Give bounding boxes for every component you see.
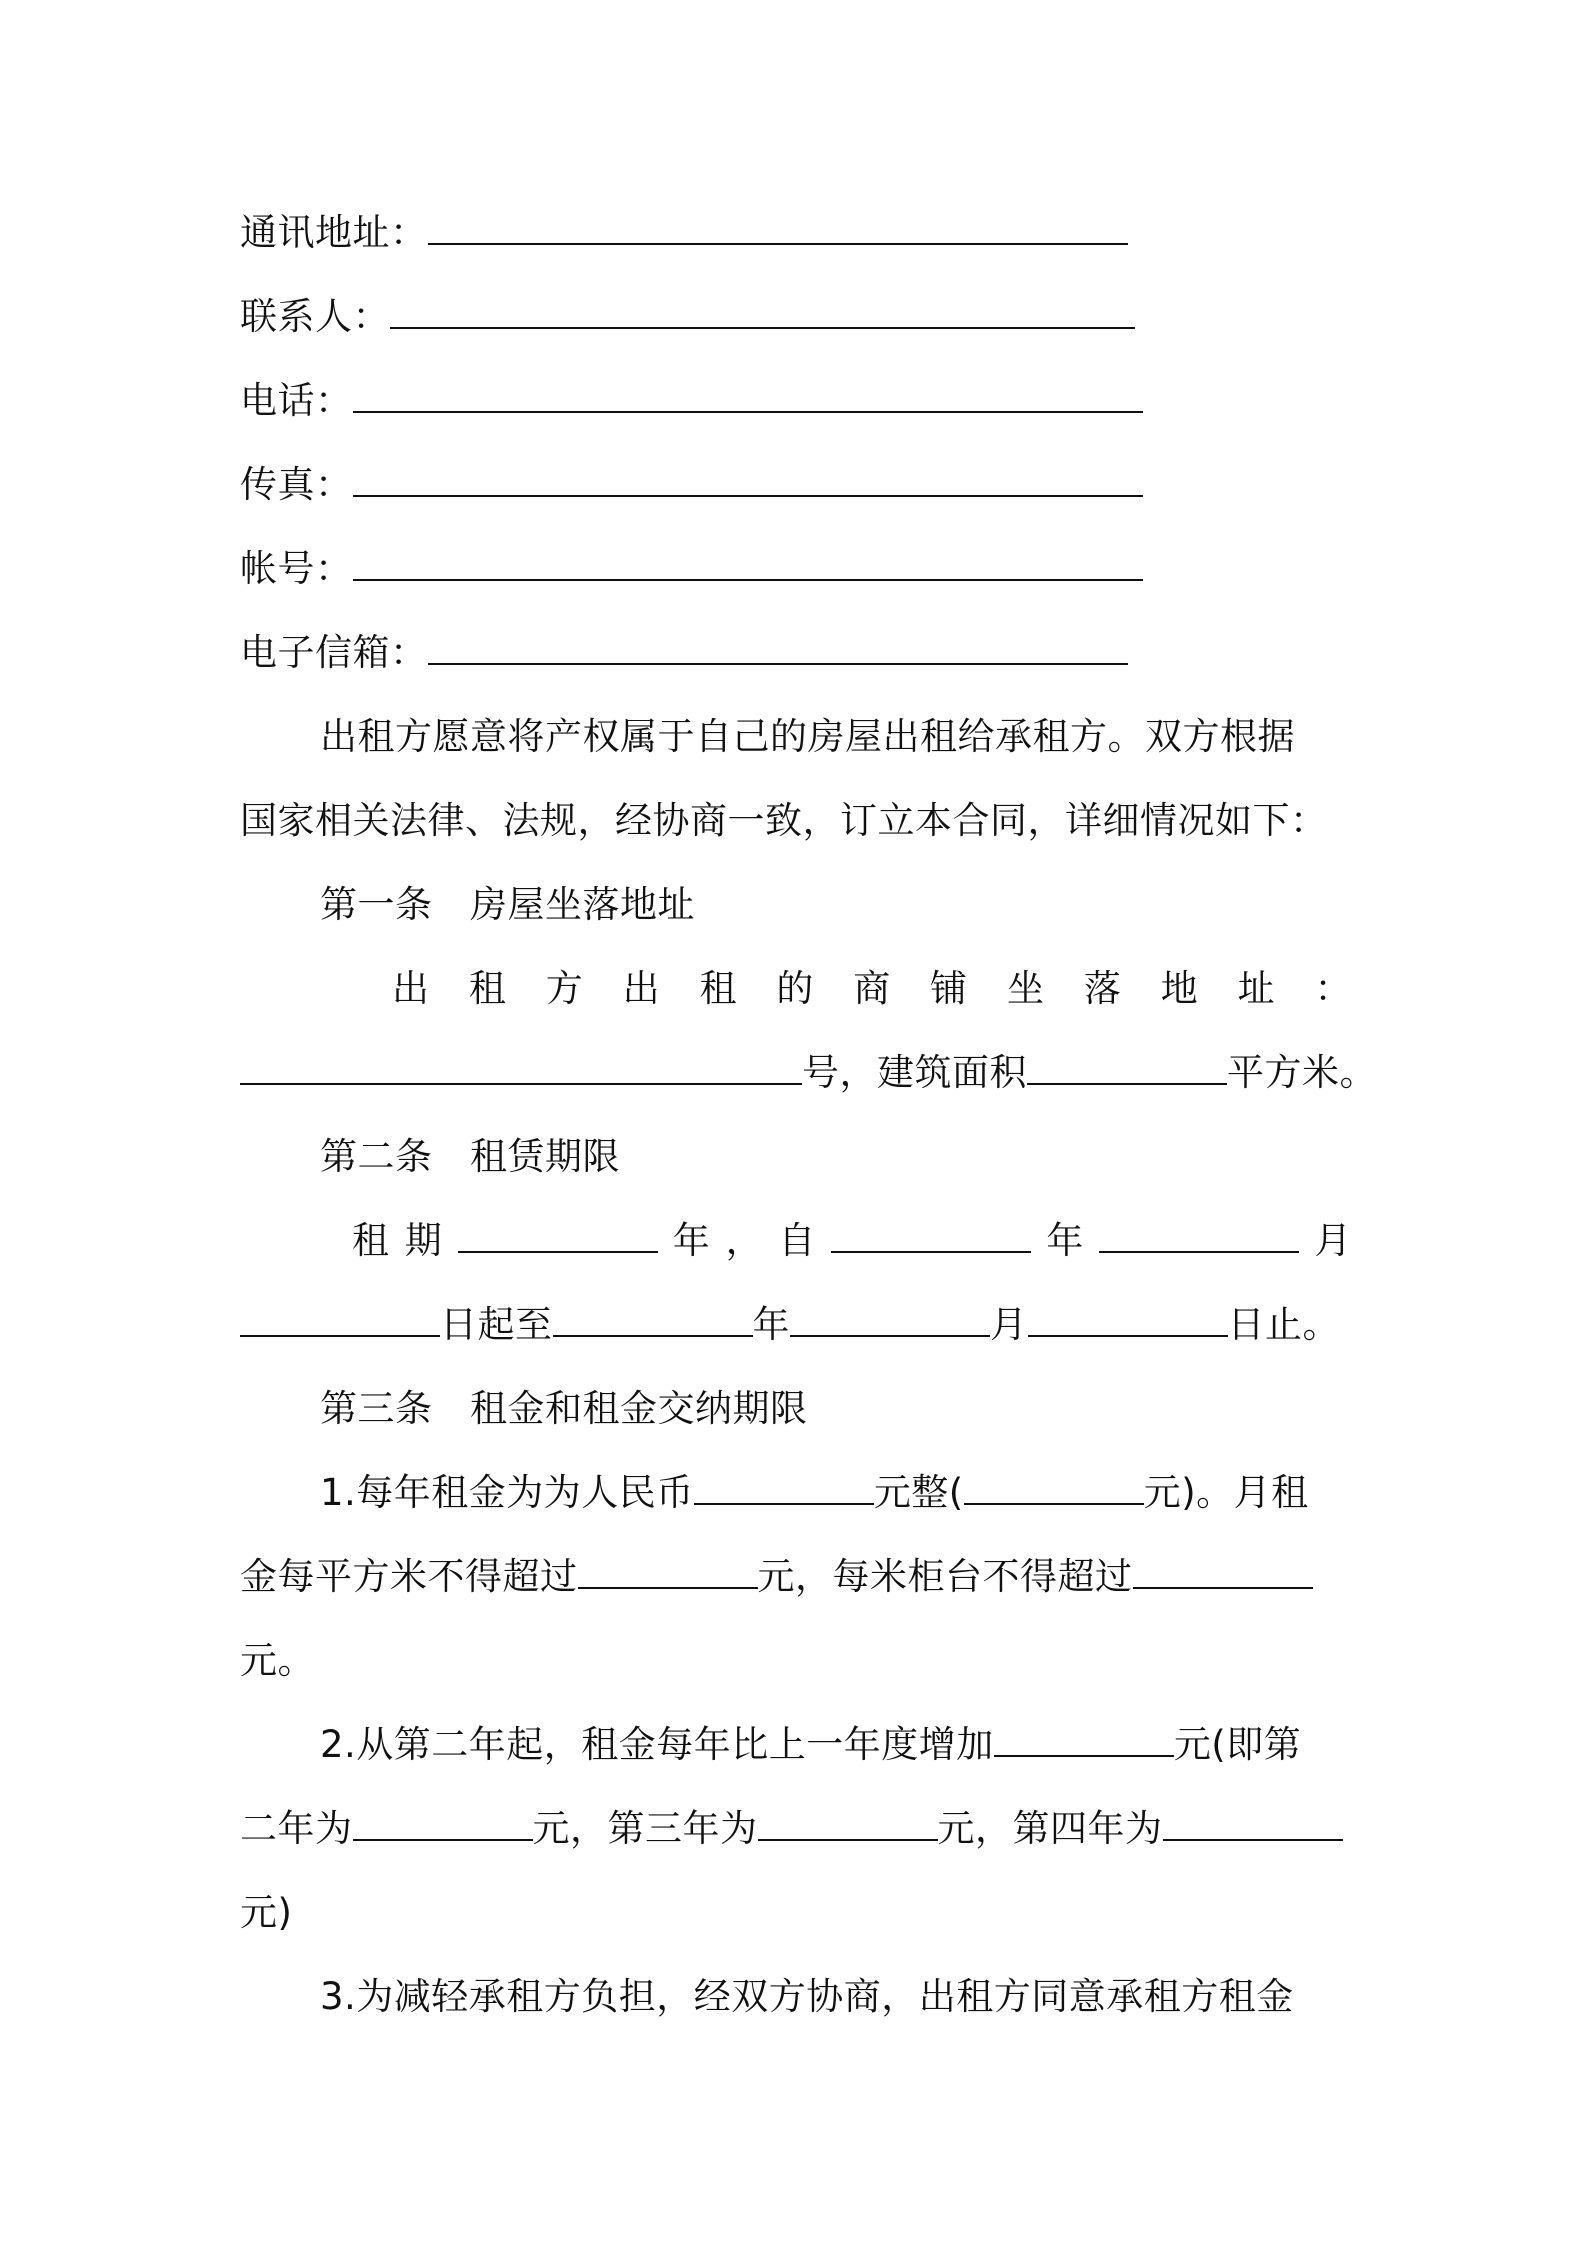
address-char: 地 bbox=[1160, 967, 1199, 1010]
end-month-char: 月 bbox=[990, 1303, 1028, 1346]
address-char: ： bbox=[1314, 967, 1352, 1010]
intro-line-2: 国家相关法律、法规，经协商一致，订立本合同，详细情况如下： bbox=[240, 799, 1328, 842]
rent-p2-e: 元，第四年为 bbox=[937, 1807, 1163, 1850]
address-char: 落 bbox=[1083, 967, 1122, 1010]
article-3-title: 第三条 租金和租金交纳期限 bbox=[320, 1387, 808, 1430]
rent-p2-d: 元，第三年为 bbox=[532, 1807, 758, 1850]
fax-field bbox=[240, 460, 1350, 510]
rent-p1-e: 元，每米柜台不得超过 bbox=[757, 1555, 1133, 1598]
term-label-1: 租 bbox=[352, 1219, 390, 1262]
address-char: 出 bbox=[622, 967, 661, 1010]
address-blank[interactable] bbox=[428, 209, 1128, 245]
rent-p1-b: 元整( bbox=[873, 1471, 964, 1514]
article-2-title: 第二条 租赁期限 bbox=[320, 1135, 620, 1178]
rent-p3-line-1: 3.为减轻承租方负担，经双方协商，出租方同意承租方租金 bbox=[320, 1975, 1294, 2018]
start-month-char: 月 bbox=[1314, 1219, 1352, 1262]
contact-person-field bbox=[240, 292, 1350, 342]
address-char: 租 bbox=[468, 967, 507, 1010]
annual-increase-blank[interactable] bbox=[994, 1721, 1174, 1757]
rent-p1-c: 元)。月租 bbox=[1143, 1471, 1309, 1514]
rent-p2-b: 元(即第 bbox=[1173, 1723, 1302, 1766]
annual-rent-number-blank[interactable] bbox=[964, 1469, 1144, 1505]
term-years-blank[interactable] bbox=[458, 1217, 658, 1253]
fax-label: 传真： bbox=[240, 463, 353, 506]
rent-p2-line-3: 元) bbox=[240, 1891, 293, 1934]
year-3-rent-blank[interactable] bbox=[758, 1805, 938, 1841]
day-end-text: 日止。 bbox=[1227, 1303, 1340, 1346]
term-line-1 bbox=[352, 1216, 1352, 1266]
address-char: 的 bbox=[776, 967, 814, 1010]
end-day-blank[interactable] bbox=[1028, 1301, 1228, 1337]
end-month-blank[interactable] bbox=[790, 1301, 990, 1337]
term-from-char: 自 bbox=[778, 1219, 816, 1262]
start-year-char: 年 bbox=[1046, 1219, 1084, 1262]
term-comma: ， bbox=[725, 1219, 764, 1262]
address-char: 出 bbox=[392, 967, 430, 1010]
annual-rent-words-blank[interactable] bbox=[694, 1469, 874, 1505]
account-field bbox=[240, 544, 1350, 594]
rent-p1-a: 1.每年租金为为人民币 bbox=[320, 1471, 694, 1514]
term-year-char: 年 bbox=[672, 1219, 711, 1262]
address-char: 坐 bbox=[1007, 967, 1045, 1010]
contact-person-label: 联系人： bbox=[240, 295, 390, 338]
email-field bbox=[240, 628, 1350, 678]
phone-field bbox=[240, 376, 1350, 426]
term-label-2: 期 bbox=[404, 1219, 443, 1262]
account-blank[interactable] bbox=[353, 545, 1143, 581]
rent-p2-c: 二年为 bbox=[240, 1807, 353, 1850]
year-2-rent-blank[interactable] bbox=[353, 1805, 533, 1841]
building-area-blank[interactable] bbox=[1027, 1049, 1227, 1085]
phone-blank[interactable] bbox=[353, 377, 1143, 413]
fax-blank[interactable] bbox=[353, 461, 1143, 497]
email-blank[interactable] bbox=[428, 629, 1128, 665]
article-1-area-line bbox=[240, 1048, 1377, 1098]
rent-p2-line-2 bbox=[240, 1804, 1350, 1854]
rent-per-counter-blank[interactable] bbox=[1133, 1553, 1313, 1589]
area-unit: 平方米。 bbox=[1227, 1051, 1377, 1094]
article-1-title: 第一条 房屋坐落地址 bbox=[320, 883, 695, 926]
contact-person-blank[interactable] bbox=[390, 293, 1135, 329]
address-char: 租 bbox=[699, 967, 737, 1010]
rent-p2-a: 2.从第二年起，租金每年比上一年度增加 bbox=[320, 1723, 994, 1766]
phone-label: 电话： bbox=[240, 379, 353, 422]
year-4-rent-blank[interactable] bbox=[1163, 1805, 1343, 1841]
rent-p1-line-1 bbox=[320, 1468, 1350, 1518]
rent-p1-line-3: 元。 bbox=[240, 1639, 315, 1682]
address-char: 方 bbox=[545, 967, 584, 1010]
email-label: 电子信箱： bbox=[240, 631, 428, 674]
address-char: 商 bbox=[853, 967, 891, 1010]
account-label: 帐号： bbox=[240, 547, 353, 590]
number-suffix: 号，建筑面积 bbox=[802, 1051, 1027, 1094]
address-char: 址 bbox=[1237, 967, 1276, 1010]
day-from-text: 日起至 bbox=[440, 1303, 553, 1346]
start-year-blank[interactable] bbox=[831, 1217, 1031, 1253]
address-char: 铺 bbox=[930, 967, 968, 1010]
address-label: 通讯地址： bbox=[240, 211, 428, 254]
rent-p2-line-1 bbox=[320, 1720, 1350, 1770]
rent-p1-d: 金每平方米不得超过 bbox=[240, 1555, 578, 1598]
start-day-blank[interactable] bbox=[240, 1301, 440, 1337]
shop-address-blank[interactable] bbox=[240, 1049, 802, 1085]
term-line-2 bbox=[240, 1300, 1350, 1350]
rent-per-sqm-blank[interactable] bbox=[578, 1553, 758, 1589]
start-month-blank[interactable] bbox=[1099, 1217, 1299, 1253]
article-1-address-line bbox=[392, 964, 1352, 1014]
rent-p1-line-2 bbox=[240, 1552, 1350, 1602]
intro-line-1: 出租方愿意将产权属于自己的房屋出租给承租方。双方根据 bbox=[320, 715, 1295, 758]
address-field bbox=[240, 208, 1350, 258]
end-year-char: 年 bbox=[752, 1303, 790, 1346]
end-year-blank[interactable] bbox=[553, 1301, 753, 1337]
